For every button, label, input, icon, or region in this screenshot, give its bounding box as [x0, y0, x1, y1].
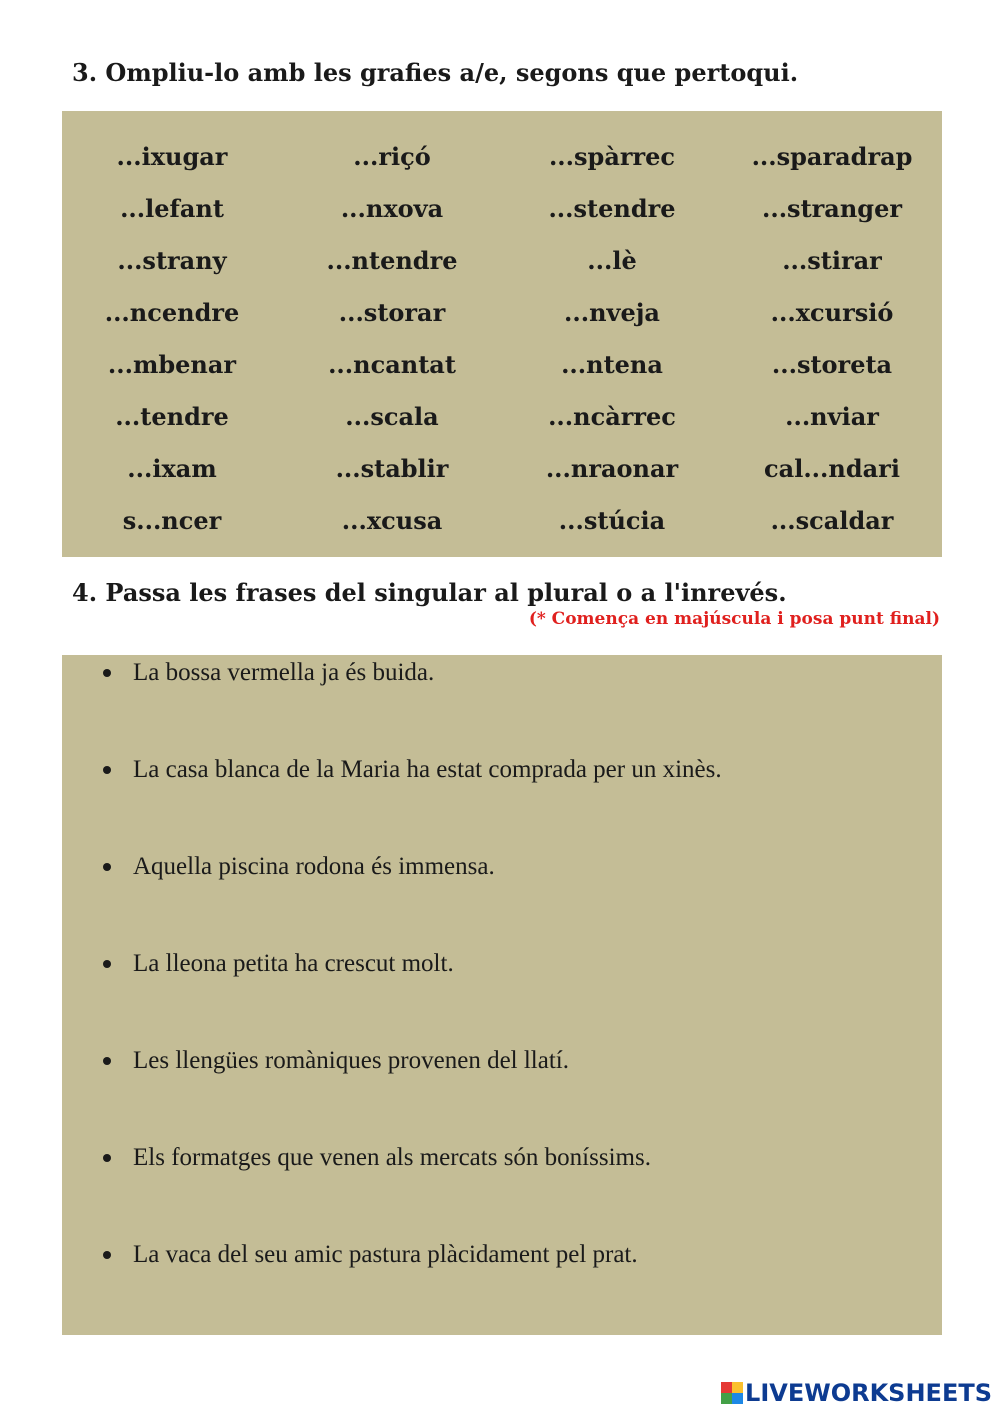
word-item: ...ixugar [116, 141, 228, 171]
sentence-item [100, 1137, 920, 1234]
sentence-text: Les llengües romàniques provenen del llatí. [133, 1047, 569, 1074]
bullet-icon [103, 766, 111, 774]
word-item: ...ncantat [328, 349, 456, 379]
sentence-text: La casa blanca de la Maria ha estat comprada per un xinès. [133, 756, 722, 783]
logo-square [732, 1393, 743, 1404]
sentence-item [100, 652, 920, 749]
word-grid [62, 130, 942, 546]
sentence-text: La bossa vermella ja és buida. [133, 659, 435, 686]
word-item: ...stranger [761, 193, 902, 223]
logo-square [721, 1393, 732, 1404]
word-item: ...nxova [340, 193, 444, 223]
word-item: ...sparadrap [751, 141, 913, 171]
exercise-4-title: 4. Passa les frases del singular al plural o a l'inrevés. [72, 578, 787, 607]
word-item: ...tendre [115, 401, 229, 431]
word-item: ...ixam [127, 453, 217, 483]
word-item: ...xcusa [341, 505, 443, 535]
bullet-icon [103, 1154, 111, 1162]
word-item: ...stendre [548, 193, 676, 223]
word-item: ...stablir [335, 453, 449, 483]
exercise-3-title: 3. Ompliu-lo amb les grafies a/e, segons que pertoqui. [72, 58, 799, 87]
sentence-list [100, 652, 920, 1331]
word-item: ...ncàrrec [548, 401, 676, 431]
bullet-icon [103, 863, 111, 871]
word-item: ...ntendre [326, 245, 458, 275]
liveworksheets-logo-icon [721, 1382, 743, 1404]
word-item: cal...ndari [764, 453, 900, 483]
sentence-item [100, 1234, 920, 1331]
sentence-item [100, 749, 920, 846]
word-item: ...scala [345, 401, 439, 431]
word-item: ...mbenar [107, 349, 237, 379]
word-item: ...stúcia [558, 505, 666, 535]
word-item: ...xcursió [770, 297, 894, 327]
word-item: s...ncer [122, 505, 222, 535]
sentence-text: Aquella piscina rodona és immensa. [133, 853, 495, 880]
word-item: ...nveja [564, 297, 660, 327]
sentence-item [100, 846, 920, 943]
bullet-icon [103, 1057, 111, 1065]
logo-square [721, 1382, 732, 1393]
liveworksheets-brand [721, 1379, 992, 1407]
word-item: ...storar [338, 297, 446, 327]
bullet-icon [103, 960, 111, 968]
bullet-icon [103, 669, 111, 677]
word-item: ...lè [587, 245, 637, 275]
word-item: ...stirar [782, 245, 882, 275]
sentence-item [100, 1040, 920, 1137]
word-item: ...lefant [120, 193, 224, 223]
word-item: ...nviar [785, 401, 879, 431]
word-item: ...ntena [561, 349, 663, 379]
logo-square [732, 1382, 743, 1393]
sentence-item [100, 943, 920, 1040]
word-item: ...storeta [771, 349, 893, 379]
instruction-note: (* Comença en majúscula i posa punt final) [528, 609, 940, 629]
bullet-icon [103, 1251, 111, 1259]
word-item: ...ncendre [104, 297, 240, 327]
word-item: ...riçó [353, 141, 431, 171]
brand-name: LIVEWORKSHEETS [745, 1379, 992, 1407]
word-item: ...scaldar [770, 505, 894, 535]
sentence-text: La lleona petita ha crescut molt. [133, 950, 454, 977]
word-item: ...strany [117, 245, 227, 275]
sentence-text: Els formatges que venen als mercats són boníssims. [133, 1144, 651, 1171]
word-item: ...spàrrec [548, 141, 676, 171]
sentence-text: La vaca del seu amic pastura plàcidament pel prat. [133, 1241, 638, 1268]
word-item: ...nraonar [545, 453, 679, 483]
